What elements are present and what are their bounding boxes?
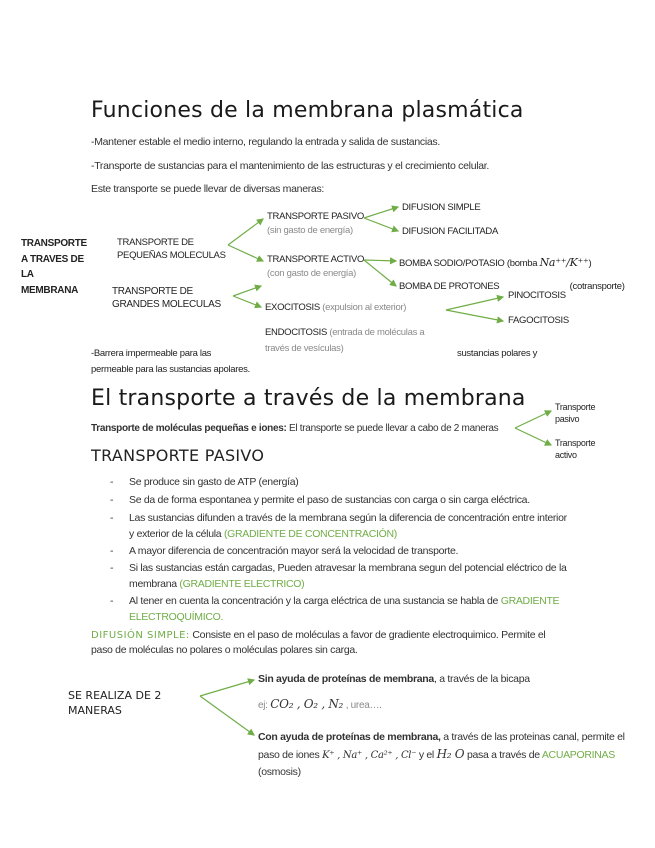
large-molecules-node: TRANSPORTE DE GRANDES MOLECULAS (112, 286, 221, 310)
arrow-large-endo (233, 296, 261, 307)
arrow-endo-pino (446, 297, 503, 310)
difusion-facilitada-node: DIFUSION FACILITADA (402, 226, 498, 237)
diagram-root: TRANSPORTE A TRAVES DE LA MEMBRANA (21, 238, 87, 296)
fagocitosis-node: FAGOCITOSIS (508, 315, 569, 326)
arrow-large-exo (233, 286, 261, 296)
intro-line-1: -Mantener estable el medio interno, regulando la entrada y salida de sustancias. (91, 136, 440, 148)
arrow-transport-pasivo (515, 411, 551, 428)
bullet-item: - Si las sustancias están cargadas, Pueden atravesar la membrana segun del potencial eléctrico de la membrana (GRADIENTE ELECTRICO) (91, 560, 591, 592)
arrow-endo-fago (446, 310, 503, 321)
con-proteinas-line-2: paso de iones K⁺ , Na⁺ , Ca²⁺ , Cl⁻ y el H₂ O pasa a través de ACUAPORINAS (258, 747, 615, 761)
small-molecules-node: TRANSPORTE DE PEQUEÑAS MOLECULAS (117, 237, 226, 261)
osmosis-line: (osmosis) (258, 766, 301, 778)
bullet-item: - Se da de forma espontanea y permite el paso de sustancias con carga o sin carga eléctrica. (91, 492, 591, 508)
arrow-active-sodio (364, 260, 396, 261)
ejemplo-line: ej: CO₂ , O₂ , N₂ , urea…. (258, 697, 382, 711)
con-proteinas-line-1: Con ayuda de proteínas de membrana, a través de las proteinas canal, permite el (258, 731, 625, 743)
arrow-maneras-con (200, 696, 254, 735)
bomba-protones-node: BOMBA DE PROTONES (cotransporte) (399, 281, 625, 292)
difusion-simple-node: DIFUSION SIMPLE (402, 202, 481, 213)
difusion-line-1: DIFUSIÓN SIMPLE: Consiste en el paso de moléculas a favor de gradiente electroquimico. Permite el (91, 629, 546, 641)
barrera-line-1: -Barrera impermeable para las (91, 348, 212, 359)
difusion-line-2: paso de moléculas no polares o moléculas polares sin carga. (91, 644, 358, 656)
arrow-small-active (228, 245, 263, 261)
active-node: TRANSPORTE ACTIVO (267, 254, 365, 265)
barrera-line-1-right: sustancias polares y (457, 348, 538, 359)
option-activo: Transporte activo (555, 438, 596, 460)
endocitosis-node: ENDOCITOSIS (entrada de moléculas a través de vesículas) (265, 327, 425, 354)
arrow-maneras-sin (200, 680, 254, 696)
pasivo-bullets (91, 474, 591, 625)
bomba-sodio-node: BOMBA SODIO/POTASIO (bomba Na⁺⁺/K⁺⁺) (399, 256, 592, 269)
pinocitosis-node: PINOCITOSIS (508, 290, 566, 301)
bullet-item: - Las sustancias difunden a través de la membrana según la diferencia de concentración entre interior y exterior de la célula (GRADIENTE DE CONCENTRACIÓN) (91, 510, 591, 542)
bullet-item: - Al tener en cuenta la concentración y la carga eléctrica de una sustancia se habla de GRADIENTE ELECTROQUÍMICO. (91, 593, 591, 625)
arrow-active-protones (364, 260, 396, 286)
passive-node: TRANSPORTE PASIVO (267, 211, 364, 222)
arrow-small-passive (228, 219, 263, 245)
subtitle-pasivo: TRANSPORTE PASIVO (91, 446, 265, 465)
intro-line-3: Este transporte se puede llevar de diversas maneras: (91, 183, 325, 195)
exocitosis-node: EXOCITOSIS (expulsion al exterior) (265, 302, 407, 313)
option-pasivo: Transporte pasivo (555, 402, 596, 424)
passive-note: (sin gasto de energía) (267, 225, 353, 236)
sin-proteinas-line: Sin ayuda de proteínas de membrana, a través de la bicapa (258, 673, 530, 685)
arrow-passive-simple (364, 207, 398, 218)
bullet-item: - A mayor diferencia de concentración mayor será la velocidad de transporte. (91, 543, 591, 559)
barrera-line-2: permeable para las sustancias apolares. (91, 364, 250, 375)
arrow-transport-activo (515, 428, 551, 445)
section-title: El transporte a través de la membrana (91, 386, 526, 411)
maneras-label: SE REALIZA DE 2 MANERAS (68, 689, 162, 717)
bullet-item: - Se produce sin gasto de ATP (energía) (91, 474, 591, 490)
active-note: (con gasto de energía) (267, 268, 356, 279)
intro-line-2: -Transporte de sustancias para el mantenimiento de las estructuras y el crecimiento celular. (91, 160, 490, 172)
arrow-passive-facilitada (364, 218, 398, 231)
transporte-small-line: Transporte de moléculas pequeñas e iones: El transporte se puede llevar a cabo de 2 maneras (91, 423, 499, 434)
page-title: Funciones de la membrana plasmática (91, 98, 524, 123)
